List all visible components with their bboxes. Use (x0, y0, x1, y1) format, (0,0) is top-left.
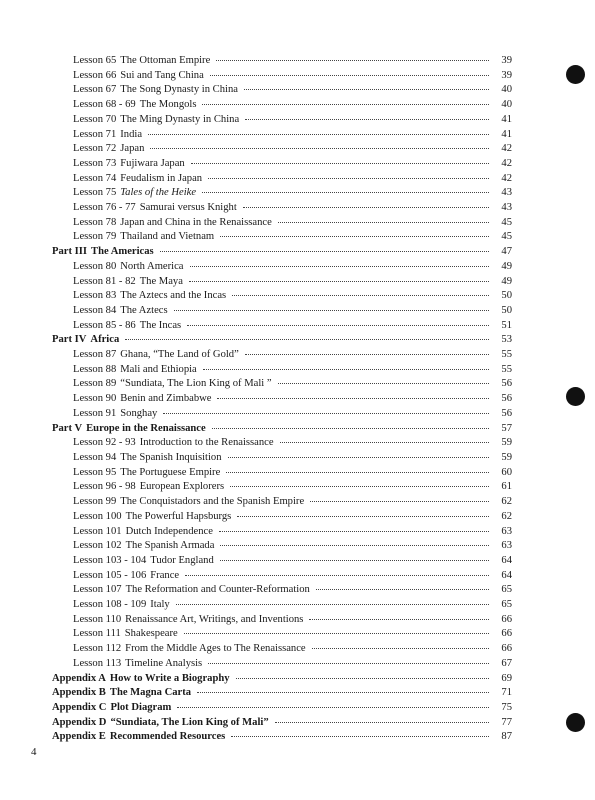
dot-leader (228, 457, 490, 458)
toc-entry-label: Lesson 111 (73, 628, 121, 640)
toc-entry-page: 39 (501, 55, 512, 66)
dot-leader (208, 178, 489, 179)
toc-entry-label: Lesson 72 (73, 143, 117, 155)
dot-leader (190, 266, 489, 267)
toc-entry-page: 60 (501, 466, 512, 478)
toc-entry-label: Lesson 112 (73, 643, 122, 655)
toc-entry-title: Songhay (120, 407, 158, 419)
toc-lesson-entry (52, 377, 512, 392)
table-of-contents (52, 54, 512, 745)
dot-leader (278, 222, 489, 223)
toc-entry-title: Introduction to the Renaissance (139, 437, 274, 449)
toc-entry-label: Lesson 102 (73, 540, 122, 552)
toc-entry-page: 69 (501, 672, 512, 684)
toc-entry-label: Appendix E (52, 731, 106, 743)
toc-entry-title: “Sundiata, The Lion King of Mali” (110, 716, 269, 728)
binder-hole (566, 713, 585, 732)
dot-leader (309, 619, 489, 620)
toc-entry-label: Lesson 101 (73, 525, 122, 537)
toc-entry-label: Lesson 75 (73, 187, 117, 199)
toc-entry-title: Plot Diagram (110, 701, 172, 713)
binder-hole (566, 65, 585, 84)
toc-entry-page: 67 (501, 657, 512, 669)
dot-leader (210, 75, 489, 76)
toc-entry-page: 57 (501, 422, 512, 434)
toc-entry-title: How to Write a Biography (109, 672, 230, 684)
toc-entry-title: Feudalism in Japan (120, 172, 203, 184)
dot-leader (316, 589, 489, 590)
toc-lesson-entry (52, 510, 512, 525)
toc-entry-page: 51 (501, 319, 512, 331)
toc-lesson-entry (52, 598, 512, 613)
toc-lesson-entry (52, 69, 512, 84)
toc-entry-title: The Powerful Hapsburgs (125, 510, 232, 522)
toc-entry-page: 66 (501, 643, 512, 655)
toc-entry-page: 42 (501, 172, 512, 184)
toc-entry-page: 42 (501, 143, 512, 155)
toc-entry-label: Lesson 99 (73, 496, 117, 508)
dot-leader (278, 383, 489, 384)
toc-appendix-entry (52, 716, 512, 731)
toc-part-heading (52, 422, 512, 437)
toc-entry-title: The Mongols (139, 99, 197, 111)
toc-entry-label: Lesson 70 (73, 113, 117, 125)
toc-entry-label: Appendix D (52, 716, 107, 728)
toc-lesson-entry (52, 275, 512, 290)
toc-part-heading (52, 245, 512, 260)
toc-entry-label: Lesson 107 (73, 584, 122, 596)
dot-leader (125, 339, 489, 340)
toc-entry-title: The Aztecs and the Incas (120, 290, 227, 302)
toc-entry-title: Renaissance Art, Writings, and Inventions (125, 613, 304, 625)
toc-part-heading (52, 333, 512, 348)
toc-lesson-entry (52, 539, 512, 554)
toc-entry-page: 66 (501, 628, 512, 640)
toc-entry-page: 87 (501, 731, 512, 743)
toc-appendix-entry (52, 686, 512, 701)
toc-entry-title: Tales of the Heike (120, 187, 197, 199)
toc-lesson-entry (52, 451, 512, 466)
dot-leader (220, 560, 489, 561)
toc-entry-label: Lesson 94 (73, 451, 117, 463)
toc-entry-title: Dutch Independence (125, 525, 213, 537)
toc-lesson-entry (52, 186, 512, 201)
toc-entry-title: Italy (150, 599, 170, 611)
dot-leader (203, 369, 489, 370)
dot-leader (191, 163, 489, 164)
toc-entry-title: The Reformation and Counter-Reformation (125, 584, 310, 596)
toc-lesson-entry (52, 525, 512, 540)
toc-lesson-entry (52, 83, 512, 98)
toc-lesson-entry (52, 304, 512, 319)
toc-lesson-entry (52, 613, 512, 628)
toc-lesson-entry (52, 260, 512, 275)
toc-entry-page: 59 (501, 437, 512, 449)
toc-entry-title: The Spanish Armada (125, 540, 215, 552)
toc-lesson-entry (52, 480, 512, 495)
toc-entry-title: The Magna Carta (109, 687, 192, 699)
toc-lesson-entry (52, 436, 512, 451)
toc-entry-page: 66 (501, 613, 512, 625)
toc-entry-label: Lesson 80 (73, 260, 117, 272)
toc-entry-label: Part V (52, 422, 83, 434)
toc-entry-label: Lesson 110 (73, 613, 122, 625)
toc-entry-title: Shakespeare (124, 628, 178, 640)
dot-leader (217, 398, 489, 399)
toc-entry-page: 63 (501, 525, 512, 537)
toc-entry-page: 40 (501, 84, 512, 96)
toc-entry-label: Lesson 95 (73, 466, 117, 478)
dot-leader (232, 295, 489, 296)
toc-entry-page: 41 (501, 113, 512, 125)
toc-entry-page: 47 (501, 246, 512, 258)
dot-leader (163, 413, 489, 414)
toc-lesson-entry (52, 407, 512, 422)
dot-leader (226, 472, 489, 473)
toc-lesson-entry (52, 98, 512, 113)
toc-entry-label: Lesson 105 - 106 (73, 569, 147, 581)
toc-entry-title: Japan and China in the Renaissance (120, 216, 272, 228)
toc-entry-page: 75 (501, 701, 512, 713)
toc-entry-page: 61 (501, 481, 512, 493)
dot-leader (245, 354, 489, 355)
toc-entry-title: European Explorers (139, 481, 225, 493)
dot-leader (148, 134, 489, 135)
toc-entry-page: 55 (501, 349, 512, 361)
toc-entry-label: Appendix A (52, 672, 106, 684)
dot-leader (174, 310, 489, 311)
toc-entry-page: 65 (501, 584, 512, 596)
dot-leader (150, 148, 489, 149)
toc-lesson-entry (52, 128, 512, 143)
toc-entry-page: 39 (501, 69, 512, 81)
dot-leader (245, 119, 489, 120)
toc-entry-label: Lesson 100 (73, 510, 122, 522)
toc-entry-title: Timeline Analysis (125, 657, 203, 669)
dot-leader (202, 192, 489, 193)
toc-lesson-entry (52, 142, 512, 157)
toc-lesson-entry (52, 172, 512, 187)
toc-entry-title: France (150, 569, 180, 581)
toc-entry-page: 43 (501, 187, 512, 199)
toc-entry-title: Mali and Ethiopia (120, 363, 197, 375)
toc-entry-label: Appendix C (52, 701, 107, 713)
dot-leader (177, 707, 489, 708)
dot-leader (197, 692, 489, 693)
toc-entry-label: Part III (52, 246, 88, 258)
toc-lesson-entry (52, 642, 512, 657)
toc-entry-title: The Ming Dynasty in China (120, 113, 240, 125)
toc-entry-label: Lesson 91 (73, 407, 117, 419)
toc-entry-label: Lesson 68 - 69 (73, 99, 136, 111)
toc-entry-title: India (120, 128, 143, 140)
toc-entry-label: Lesson 113 (73, 657, 122, 669)
toc-entry-label: Lesson 73 (73, 157, 117, 169)
toc-entry-page: 50 (501, 304, 512, 316)
toc-appendix-entry (52, 730, 512, 745)
toc-entry-label: Lesson 81 - 82 (73, 275, 136, 287)
toc-entry-page: 56 (501, 407, 512, 419)
toc-lesson-entry (52, 348, 512, 363)
dot-leader (219, 531, 489, 532)
dot-leader (185, 575, 489, 576)
toc-lesson-entry (52, 554, 512, 569)
toc-entry-page: 62 (501, 510, 512, 522)
toc-lesson-entry (52, 289, 512, 304)
toc-lesson-entry (52, 627, 512, 642)
toc-entry-label: Lesson 76 - 77 (73, 202, 136, 214)
toc-entry-title: The Ottoman Empire (120, 55, 211, 66)
toc-entry-title: From the Middle Ages to The Renaissance (125, 643, 306, 655)
toc-entry-label: Lesson 71 (73, 128, 117, 140)
toc-lesson-entry (52, 583, 512, 598)
toc-entry-page: 55 (501, 363, 512, 375)
toc-entry-page: 56 (501, 378, 512, 390)
dot-leader (280, 442, 489, 443)
toc-entry-title: Europe in the Renaissance (86, 422, 206, 434)
dot-leader (310, 501, 489, 502)
toc-entry-page: 65 (501, 599, 512, 611)
dot-leader (202, 104, 489, 105)
toc-entry-title: Recommended Resources (109, 731, 226, 743)
toc-entry-label: Lesson 65 (73, 55, 117, 66)
toc-lesson-entry (52, 201, 512, 216)
toc-entry-title: Ghana, “The Land of Gold” (120, 349, 239, 361)
toc-entry-title: The Americas (91, 246, 154, 258)
toc-lesson-entry (52, 216, 512, 231)
dot-leader (231, 736, 489, 737)
toc-entry-label: Appendix B (52, 687, 106, 699)
toc-entry-label: Part IV (52, 334, 87, 346)
toc-entry-title: The Aztecs (120, 304, 168, 316)
toc-entry-label: Lesson 78 (73, 216, 117, 228)
toc-entry-title: The Conquistadors and the Spanish Empire (120, 496, 305, 508)
toc-lesson-entry (52, 230, 512, 245)
toc-entry-label: Lesson 85 - 86 (73, 319, 136, 331)
toc-entry-title: The Maya (139, 275, 183, 287)
dot-leader (275, 722, 489, 723)
toc-entry-title: The Song Dynasty in China (120, 84, 238, 96)
toc-entry-page: 71 (501, 687, 512, 699)
toc-entry-title: Samurai versus Knight (139, 202, 237, 214)
toc-entry-page: 64 (501, 569, 512, 581)
toc-entry-page: 41 (501, 128, 512, 140)
toc-lesson-entry (52, 113, 512, 128)
toc-lesson-entry (52, 495, 512, 510)
toc-lesson-entry (52, 363, 512, 378)
toc-lesson-entry (52, 569, 512, 584)
page-number: 4 (31, 746, 37, 758)
toc-entry-label: Lesson 103 - 104 (73, 554, 147, 566)
toc-entry-label: Lesson 108 - 109 (73, 599, 147, 611)
toc-entry-label: Lesson 87 (73, 349, 117, 361)
toc-entry-title: Thailand and Vietnam (120, 231, 215, 243)
dot-leader (243, 207, 489, 208)
toc-entry-label: Lesson 79 (73, 231, 117, 243)
toc-entry-page: 40 (501, 99, 512, 111)
toc-entry-page: 64 (501, 554, 512, 566)
toc-entry-label: Lesson 96 - 98 (73, 481, 136, 493)
toc-entry-title: North America (120, 260, 184, 272)
toc-lesson-entry (52, 466, 512, 481)
toc-entry-page: 77 (501, 716, 512, 728)
toc-entry-label: Lesson 84 (73, 304, 117, 316)
toc-appendix-entry (52, 701, 512, 716)
dot-leader (237, 516, 489, 517)
toc-entry-page: 63 (501, 540, 512, 552)
toc-lesson-entry (52, 157, 512, 172)
toc-entry-title: Japan (120, 143, 145, 155)
toc-entry-title: Africa (90, 334, 120, 346)
toc-lesson-entry (52, 319, 512, 334)
toc-entry-label: Lesson 89 (73, 378, 117, 390)
toc-entry-page: 59 (501, 451, 512, 463)
toc-entry-page: 49 (501, 275, 512, 287)
toc-entry-label: Lesson 90 (73, 393, 117, 405)
toc-entry-page: 45 (501, 216, 512, 228)
toc-entry-page: 49 (501, 260, 512, 272)
toc-entry-label: Lesson 66 (73, 69, 117, 81)
dot-leader (176, 604, 489, 605)
toc-entry-title: The Portuguese Empire (120, 466, 221, 478)
dot-leader (220, 545, 489, 546)
dot-leader (212, 428, 489, 429)
toc-entry-page: 56 (501, 393, 512, 405)
dot-leader (187, 325, 489, 326)
dot-leader (160, 251, 489, 252)
toc-entry-title: Sui and Tang China (120, 69, 204, 81)
dot-leader (208, 663, 489, 664)
dot-leader (216, 60, 489, 61)
toc-entry-label: Lesson 88 (73, 363, 117, 375)
toc-entry-page: 50 (501, 290, 512, 302)
toc-entry-title: “Sundiata, The Lion King of Mali ” (120, 378, 272, 390)
toc-entry-title: Fujiwara Japan (120, 157, 185, 169)
toc-entry-title: Tudor England (150, 554, 214, 566)
toc-lesson-entry (52, 392, 512, 407)
toc-entry-page: 43 (501, 202, 512, 214)
toc-entry-page: 62 (501, 496, 512, 508)
toc-entry-title: Benin and Zimbabwe (120, 393, 212, 405)
binder-hole (566, 387, 585, 406)
toc-entry-page: 53 (501, 334, 512, 346)
toc-entry-label: Lesson 83 (73, 290, 117, 302)
dot-leader (184, 633, 489, 634)
toc-lesson-entry (52, 657, 512, 672)
toc-entry-title: The Incas (139, 319, 182, 331)
toc-entry-page: 45 (501, 231, 512, 243)
dot-leader (230, 486, 489, 487)
dot-leader (312, 648, 489, 649)
toc-entry-title: The Spanish Inquisition (120, 451, 222, 463)
dot-leader (189, 281, 489, 282)
toc-entry-page: 42 (501, 157, 512, 169)
toc-entry-label: Lesson 67 (73, 84, 117, 96)
toc-entry-label: Lesson 92 - 93 (73, 437, 136, 449)
toc-appendix-entry (52, 672, 512, 687)
dot-leader (244, 89, 489, 90)
dot-leader (220, 236, 489, 237)
dot-leader (236, 678, 489, 679)
toc-lesson-entry (52, 54, 512, 69)
toc-entry-label: Lesson 74 (73, 172, 117, 184)
